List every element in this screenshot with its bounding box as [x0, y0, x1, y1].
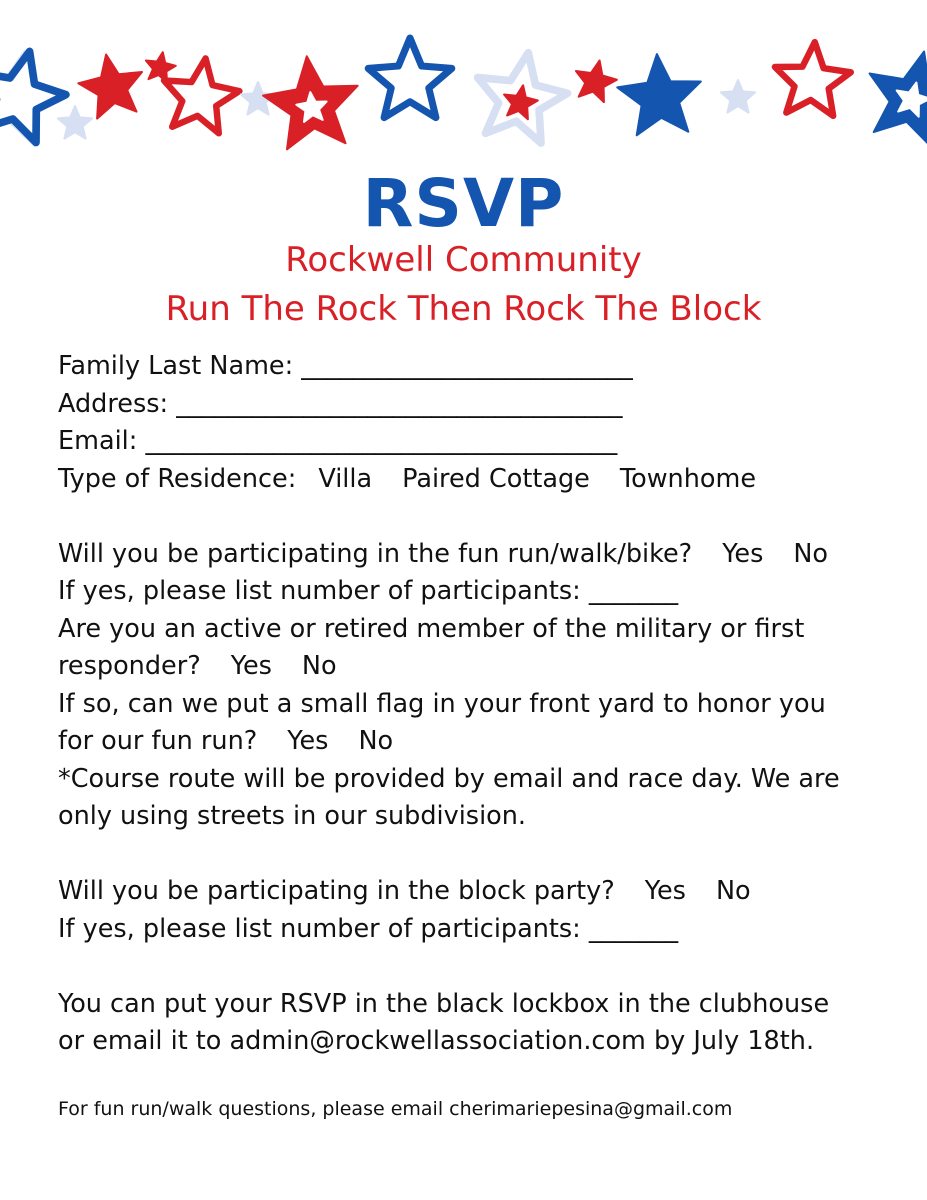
military-no-option[interactable]: No [301, 651, 337, 681]
star-icon [164, 58, 239, 133]
star-icon [368, 38, 452, 118]
military-yes-option[interactable]: Yes [230, 651, 272, 681]
fun-run-question: Will you be participating in the fun run/walk/bike? [58, 538, 693, 569]
residence-option-villa[interactable]: Villa [318, 463, 373, 494]
star-icon [721, 80, 755, 113]
block-party-yes-option[interactable]: Yes [644, 876, 686, 906]
star-icon [78, 55, 142, 119]
military-question-line2: responder? [58, 651, 201, 681]
flag-question-row [58, 723, 888, 761]
flag-no-option[interactable]: No [358, 726, 394, 756]
family-last-name-field[interactable]: Family Last Name: __________________________ [58, 351, 633, 381]
residence-type-label: Type of Residence: [58, 463, 297, 494]
star-icon [58, 106, 92, 139]
block-party-participants-field[interactable]: If yes, please list number of participants: _______ [58, 913, 679, 944]
flag-question-line1: If so, can we put a small flag in your front yard to honor you [58, 688, 826, 719]
military-question-row [58, 648, 888, 686]
subtitle-event: Run The Rock Then Rock The Block [165, 289, 762, 329]
military-question-line1: Are you an active or retired member of the military or first [58, 613, 805, 644]
star-icon [576, 61, 617, 103]
block-party-question-row [58, 873, 888, 911]
submit-instructions-line2: or email it to admin@rockwellassociation.com by July 18th. [58, 1026, 815, 1056]
residence-option-paired-cottage[interactable]: Paired Cottage [402, 463, 590, 494]
fun-run-no-option[interactable]: No [793, 538, 829, 569]
flag-yes-option[interactable]: Yes [287, 726, 329, 756]
star-icon [0, 51, 66, 142]
fun-run-participants-field[interactable]: If yes, please list number of participants: _______ [58, 576, 679, 606]
footer-contact: For fun run/walk questions, please email cherimariepesina@gmail.com [58, 1098, 733, 1120]
course-note-line1: *Course route will be provided by email and race day. We are [58, 763, 840, 794]
block-party-no-option[interactable]: No [715, 876, 751, 906]
block-party-question: Will you be participating in the block party? [58, 876, 615, 906]
residence-option-townhome[interactable]: Townhome [619, 463, 757, 494]
rsvp-form-body [58, 348, 888, 1061]
star-icon [775, 42, 851, 116]
residence-type-row [58, 461, 888, 499]
page-title: RSVP [362, 165, 565, 242]
submit-instructions-line1: You can put your RSVP in the black lockbox in the clubhouse [58, 988, 830, 1019]
email-field[interactable]: Email: _____________________________________ [58, 426, 618, 456]
star-icon [617, 54, 701, 135]
star-banner [0, 0, 927, 170]
subtitle-community: Rockwell Community [285, 240, 642, 280]
course-note-line2: only using streets in our subdivision. [58, 801, 527, 831]
flag-question-line2: for our fun run? [58, 726, 258, 756]
fun-run-yes-option[interactable]: Yes [722, 538, 764, 569]
fun-run-question-row [58, 536, 888, 574]
address-field[interactable]: Address: ___________________________________ [58, 388, 623, 419]
